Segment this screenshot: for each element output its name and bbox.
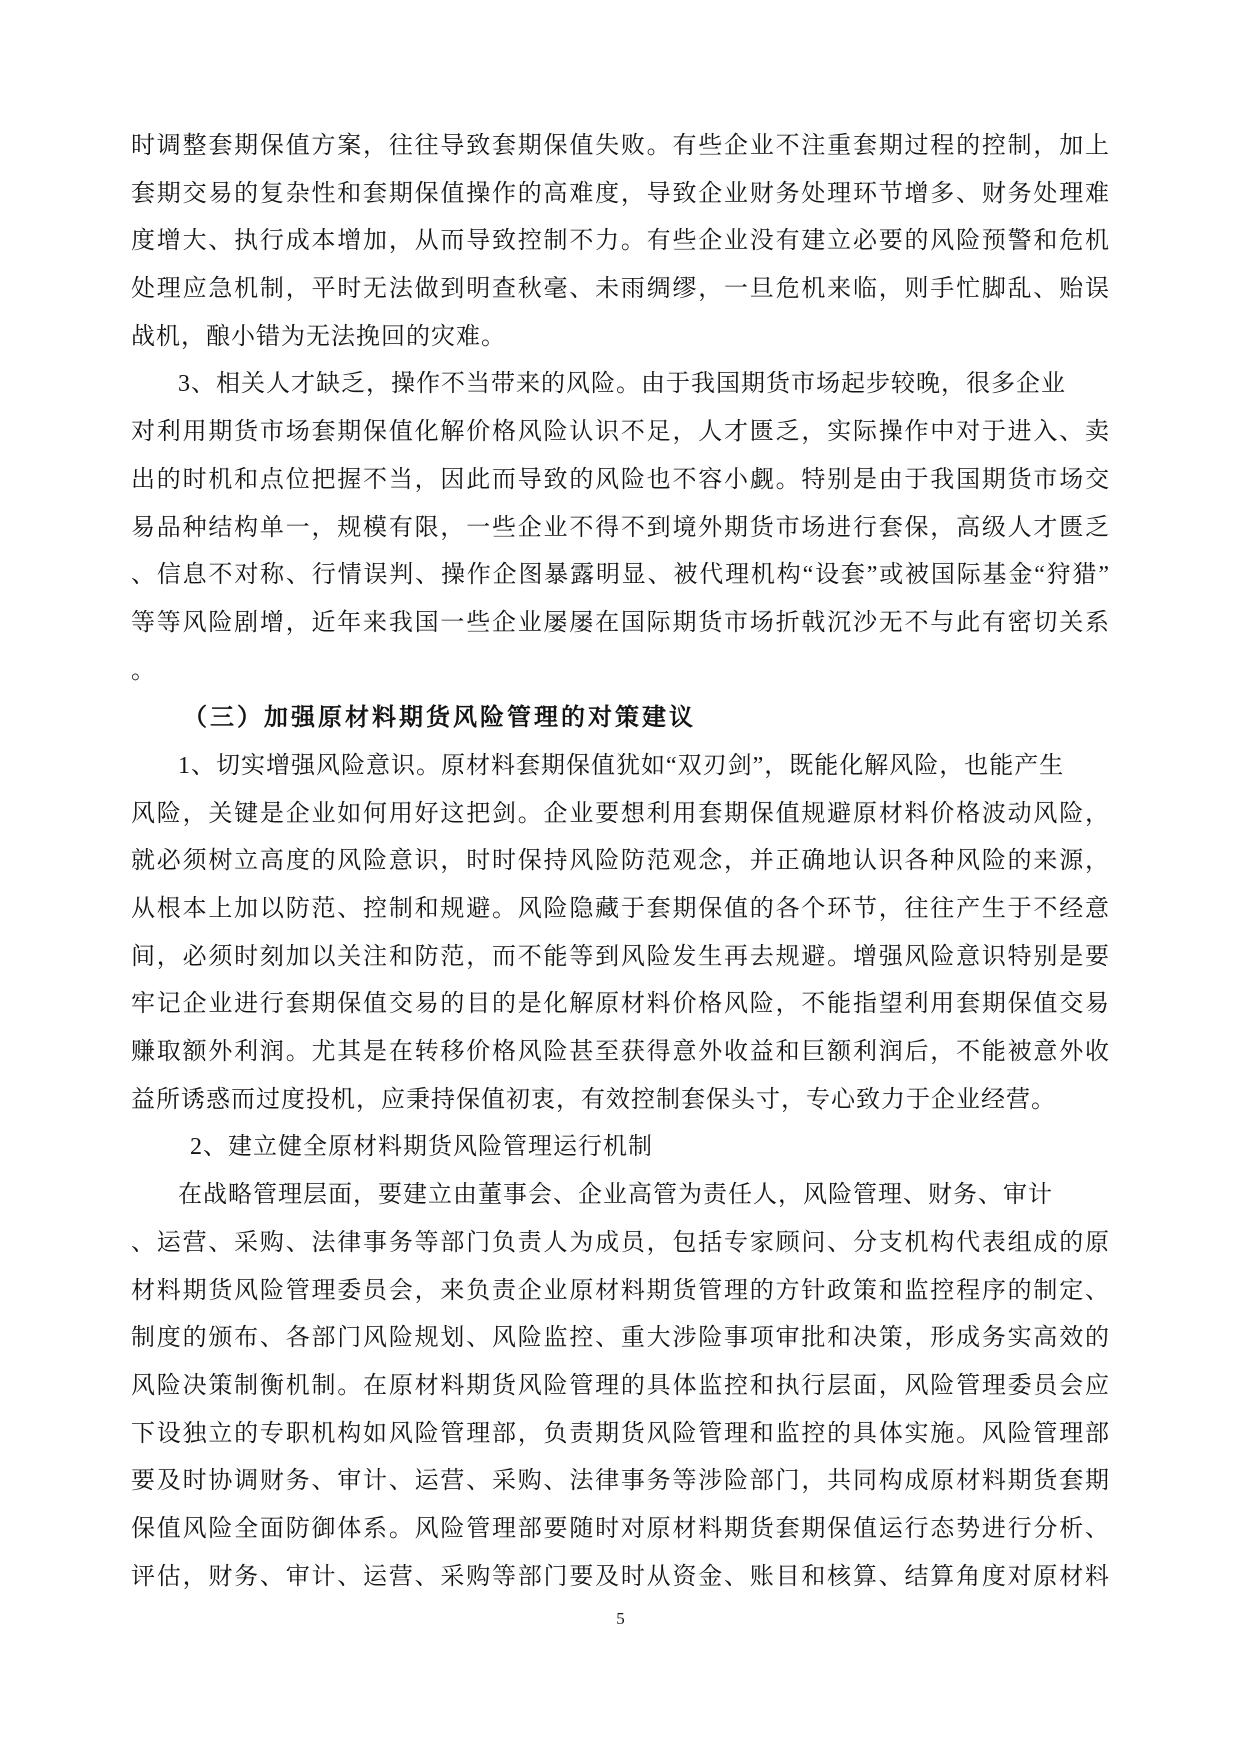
text-line: 易品种结构单一，规模有限，一些企业不得不到境外期货市场进行套保，高级人才匮乏 xyxy=(131,514,1110,541)
text-line: 、信息不对称、行情误判、操作企图暴露明显、被代理机构“设套”或被国际基金“狩猎” xyxy=(131,562,1110,589)
text-line: 出的时机和点位把握不当，因此而导致的风险也不容小觑。特别是由于我国期货市场交 xyxy=(131,466,1110,493)
text-line: 间，必须时刻加以关注和防范，而不能等到风险发生再去规避。增强风险意识特别是要 xyxy=(131,943,1110,970)
body-text xyxy=(131,123,1110,1601)
text-line: 赚取额外利润。尤其是在转移价格风险甚至获得意外收益和巨额利润后，不能被意外收 xyxy=(131,1039,1110,1066)
text-line: 风险决策制衡机制。在原材料期货风险管理的具体监控和执行层面，风险管理委员会应 xyxy=(131,1372,1110,1399)
paragraph xyxy=(131,1172,1110,1601)
text-line: 从根本上加以防范、控制和规避。风险隐藏于套期保值的各个环节，往往产生于不经意 xyxy=(131,896,1110,922)
section-heading: （三）加强原材料期货风险管理的对策建议 xyxy=(183,705,696,732)
paragraph xyxy=(131,361,1110,695)
text-line: 制度的颁布、各部门风险规划、风险监控、重大涉险事项审批和决策，形成务实高效的 xyxy=(131,1325,1110,1352)
text-line: 在战略管理层面，要建立由董事会、企业高管为责任人，风险管理、财务、审计 xyxy=(178,1182,1053,1209)
text-line: 、运营、采购、法律事务等部门负责人为成员，包括专家顾问、分支机构代表组成的原 xyxy=(131,1229,1110,1256)
text-line: 要及时协调财务、审计、运营、采购、法律事务等涉险部门，共同构成原材料期货套期 xyxy=(131,1468,1110,1495)
text-line: 材料期货风险管理委员会，来负责企业原材料期货管理的方针政策和监控程序的制定、 xyxy=(131,1277,1110,1304)
page-number: 5 xyxy=(616,1609,625,1628)
text-line: 处理应急机制，平时无法做到明查秋毫、未雨绸缪，一旦危机来临，则手忙脚乱、贻误 xyxy=(131,276,1110,303)
text-line: 评估，财务、审计、运营、采购等部门要及时从资金、账目和核算、结算角度对原材料 xyxy=(131,1563,1110,1590)
text-line: 3、相关人才缺乏，操作不当带来的风险。由于我国期货市场起步较晚，很多企业 xyxy=(178,371,1066,398)
text-line: 。 xyxy=(131,657,156,684)
paragraph xyxy=(131,743,1110,1125)
subheading: 2、建立健全原材料期货风险管理运行机制 xyxy=(190,1134,653,1161)
text-line: 牢记企业进行套期保值交易的目的是化解原材料价格风险，不能指望利用套期保值交易 xyxy=(131,991,1110,1018)
text-line: 度增大、执行成本增加，从而导致控制不力。有些企业没有建立必要的风险预警和危机 xyxy=(131,228,1110,255)
text-line: 风险，关键是企业如何用好这把剑。企业要想利用套期保值规避原材料价格波动风险， xyxy=(131,800,1110,827)
text-line: 下设独立的专职机构如风险管理部，负责期货风险管理和监控的具体实施。风险管理部 xyxy=(131,1420,1110,1447)
text-line: 1、切实增强风险意识。原材料套期保值犹如“双刃剑”，既能化解风险，也能产生 xyxy=(178,752,1065,779)
text-line: 就必须树立高度的风险意识，时时保持风险防范观念，并正确地认识各种风险的来源， xyxy=(131,848,1110,875)
text-line: 时调整套期保值方案，往往导致套期保值失败。有些企业不注重套期过程的控制，加上 xyxy=(131,133,1110,159)
text-line: 战机，酿小错为无法挽回的灾难。 xyxy=(131,323,506,350)
text-line: 保值风险全面防御体系。风险管理部要随时对原材料期货套期保值运行态势进行分析、 xyxy=(131,1515,1110,1542)
text-line: 等等风险剧增，近年来我国一些企业屡屡在国际期货市场折戟沉沙无不与此有密切关系 xyxy=(131,609,1110,636)
text-line: 对利用期货市场套期保值化解价格风险认识不足，人才匮乏，实际操作中对于进入、卖 xyxy=(131,419,1110,446)
text-line: 益所诱惑而过度投机，应秉持保值初衷，有效控制套保头寸，专心致力于企业经营。 xyxy=(131,1086,1056,1113)
paragraph xyxy=(131,123,1110,361)
text-line: 套期交易的复杂性和套期保值操作的高难度，导致企业财务处理环节增多、财务处理难 xyxy=(131,180,1110,207)
